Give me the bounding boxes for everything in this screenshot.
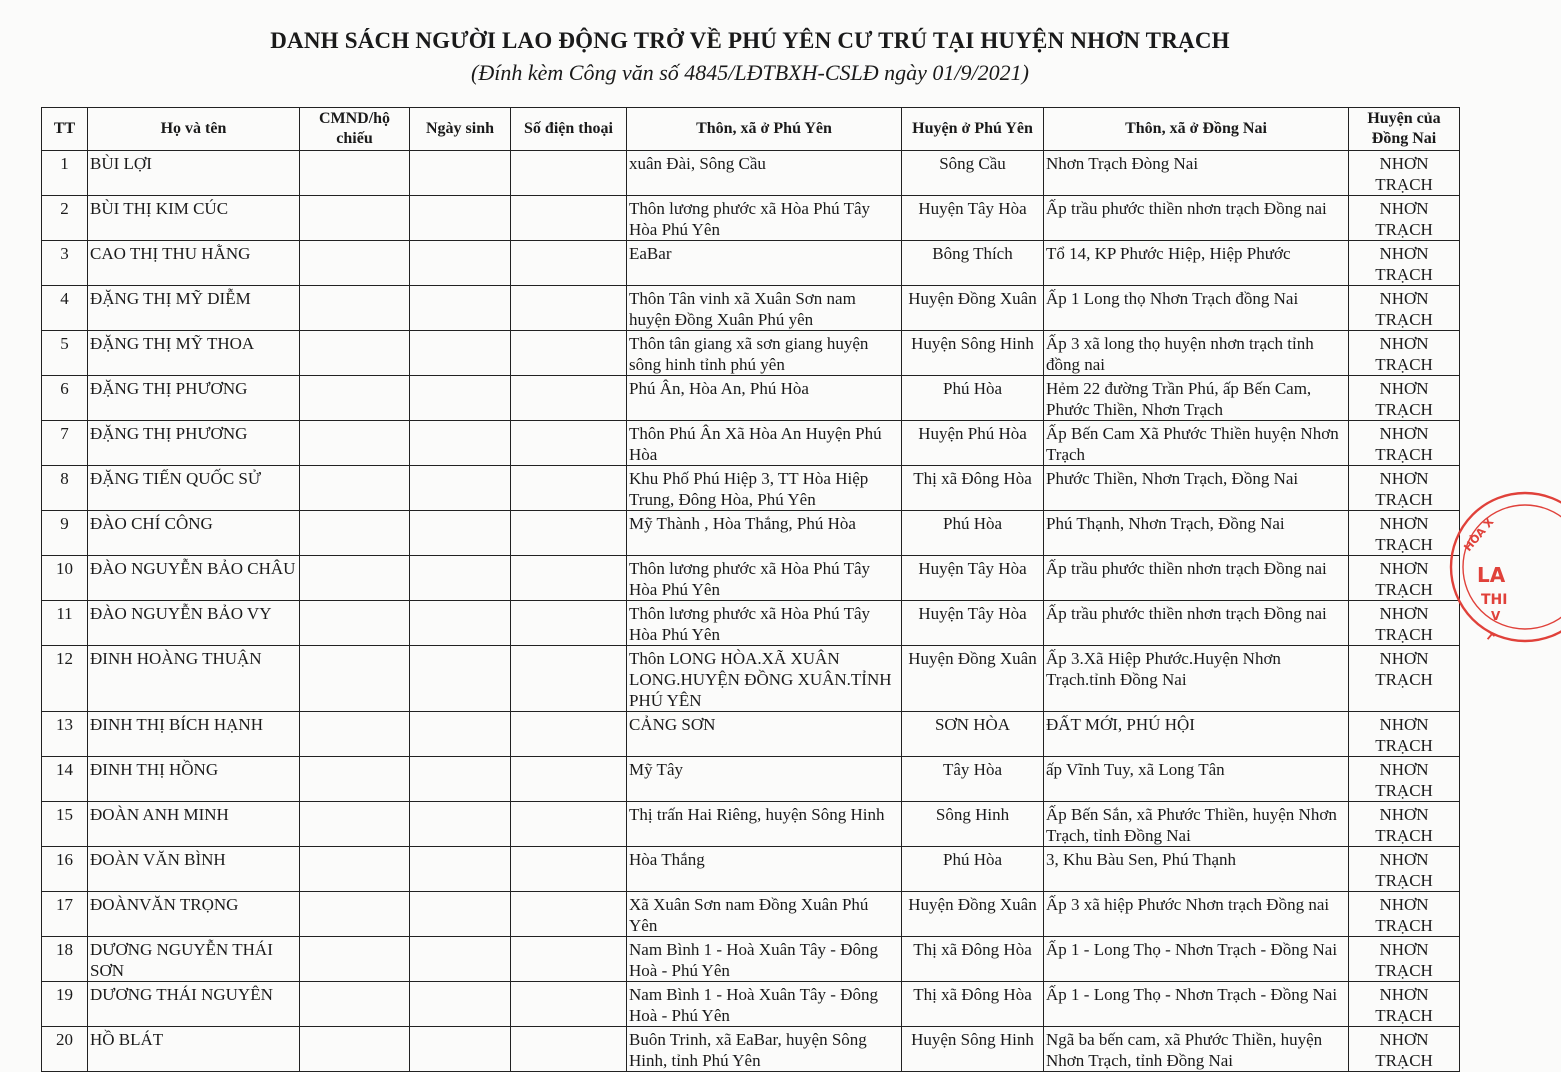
- row-dong-nai-district: NHƠN TRẠCH: [1349, 556, 1460, 601]
- row-id-card: [300, 331, 410, 376]
- document-subtitle: (Đính kèm Công văn số 4845/LĐTBXH-CSLĐ ngày 01/9/2021): [471, 60, 1029, 85]
- row-phu-yen-district: Huyện Đồng Xuân: [902, 286, 1044, 331]
- row-phone: [511, 892, 627, 937]
- row-dong-nai-address: Ấp 3 xã long thọ huyện nhơn trạch tỉnh đồng nai: [1044, 331, 1349, 376]
- row-dong-nai-address: Ấp 1 - Long Thọ - Nhơn Trạch - Đồng Nai: [1044, 982, 1349, 1027]
- table-row: [42, 421, 1460, 466]
- row-birthdate: [410, 421, 511, 466]
- row-phu-yen-district: Huyện Phú Hòa: [902, 421, 1044, 466]
- row-phone: [511, 286, 627, 331]
- row-dong-nai-address: Ngã ba bến cam, xã Phước Thiền, huyện Nhơn Trạch, tỉnh Đồng Nai: [1044, 1027, 1349, 1072]
- row-id-card: [300, 511, 410, 556]
- row-number: 2: [42, 196, 88, 241]
- row-full-name: ĐINH HOÀNG THUẬN: [88, 646, 300, 712]
- row-phu-yen-address: Khu Phố Phú Hiệp 3, TT Hòa Hiệp Trung, Đông Hòa, Phú Yên: [627, 466, 902, 511]
- row-phu-yen-address: Mỹ Tây: [627, 757, 902, 802]
- svg-text:THI: THI: [1481, 592, 1508, 608]
- row-phone: [511, 712, 627, 757]
- row-dong-nai-district: NHƠN TRẠCH: [1349, 376, 1460, 421]
- row-full-name: ĐINH THỊ HỒNG: [88, 757, 300, 802]
- row-full-name: DƯƠNG THÁI NGUYÊN: [88, 982, 300, 1027]
- row-phu-yen-address: Buôn Trinh, xã EaBar, huyện Sông Hinh, tỉnh Phú Yên: [627, 1027, 902, 1072]
- row-number: 19: [42, 982, 88, 1027]
- header-birthdate: Ngày sinh: [410, 108, 511, 151]
- row-phu-yen-district: Bông Thích: [902, 241, 1044, 286]
- row-number: 8: [42, 466, 88, 511]
- row-full-name: ĐÀO CHÍ CÔNG: [88, 511, 300, 556]
- row-phu-yen-address: Phú Ân, Hòa An, Phú Hòa: [627, 376, 902, 421]
- row-dong-nai-district: NHƠN TRẠCH: [1349, 196, 1460, 241]
- row-number: 3: [42, 241, 88, 286]
- header-name: Họ và tên: [88, 108, 300, 151]
- table-header: [42, 108, 1460, 151]
- svg-text:LA: LA: [1477, 563, 1506, 587]
- row-phu-yen-district: Thị xã Đông Hòa: [902, 937, 1044, 982]
- svg-text:V: V: [1491, 609, 1501, 623]
- row-phu-yen-district: Huyện Tây Hòa: [902, 196, 1044, 241]
- worker-list-table: [41, 107, 1460, 1072]
- row-number: 14: [42, 757, 88, 802]
- row-phu-yen-address: Thôn lương phước xã Hòa Phú Tây Hòa Phú Yên: [627, 601, 902, 646]
- row-phu-yen-district: Huyện Tây Hòa: [902, 556, 1044, 601]
- row-dong-nai-district: NHƠN TRẠCH: [1349, 1027, 1460, 1072]
- row-birthdate: [410, 802, 511, 847]
- row-full-name: ĐOÀNVĂN TRỌNG: [88, 892, 300, 937]
- row-id-card: [300, 556, 410, 601]
- row-phone: [511, 466, 627, 511]
- row-id-card: [300, 892, 410, 937]
- row-phone: [511, 331, 627, 376]
- row-full-name: BÙI THỊ KIM CÚC: [88, 196, 300, 241]
- row-phone: [511, 937, 627, 982]
- row-dong-nai-address: Ấp 1 - Long Thọ - Nhơn Trạch - Đồng Nai: [1044, 937, 1349, 982]
- row-phone: [511, 556, 627, 601]
- row-dong-nai-district: NHƠN TRẠCH: [1349, 601, 1460, 646]
- table-row: [42, 847, 1460, 892]
- row-full-name: HỒ BLÁT: [88, 1027, 300, 1072]
- row-id-card: [300, 601, 410, 646]
- row-dong-nai-district: NHƠN TRẠCH: [1349, 892, 1460, 937]
- row-full-name: ĐẶNG THỊ MỸ THOA: [88, 331, 300, 376]
- row-phone: [511, 196, 627, 241]
- row-full-name: ĐINH THỊ BÍCH HẠNH: [88, 712, 300, 757]
- row-number: 5: [42, 331, 88, 376]
- row-dong-nai-district: NHƠN TRẠCH: [1349, 646, 1460, 712]
- row-birthdate: [410, 892, 511, 937]
- row-full-name: CAO THỊ THU HẰNG: [88, 241, 300, 286]
- row-birthdate: [410, 937, 511, 982]
- row-phu-yen-address: Hòa Thắng: [627, 847, 902, 892]
- row-dong-nai-address: Ấp 3 xã hiệp Phước Nhơn trạch Đồng nai: [1044, 892, 1349, 937]
- row-phu-yen-district: Sông Hinh: [902, 802, 1044, 847]
- table-row: [42, 466, 1460, 511]
- row-dong-nai-district: NHƠN TRẠCH: [1349, 286, 1460, 331]
- row-phu-yen-address: Nam Bình 1 - Hoà Xuân Tây - Đông Hoà - Phú Yên: [627, 937, 902, 982]
- row-id-card: [300, 937, 410, 982]
- row-phu-yen-address: Thôn Phú Ân Xã Hòa An Huyện Phú Hòa: [627, 421, 902, 466]
- row-dong-nai-district: NHƠN TRẠCH: [1349, 757, 1460, 802]
- table-row: [42, 1027, 1460, 1072]
- row-dong-nai-address: Ấp 1 Long thọ Nhơn Trạch đồng Nai: [1044, 286, 1349, 331]
- row-phu-yen-district: Phú Hòa: [902, 376, 1044, 421]
- row-phu-yen-address: Nam Bình 1 - Hoà Xuân Tây - Đông Hoà - Phú Yên: [627, 982, 902, 1027]
- row-phone: [511, 646, 627, 712]
- row-phone: [511, 421, 627, 466]
- row-dong-nai-address: ĐẤT MỚI, PHÚ HỘI: [1044, 712, 1349, 757]
- row-number: 20: [42, 1027, 88, 1072]
- row-phu-yen-district: Thị xã Đông Hòa: [902, 982, 1044, 1027]
- row-birthdate: [410, 376, 511, 421]
- row-id-card: [300, 646, 410, 712]
- row-dong-nai-district: NHƠN TRẠCH: [1349, 511, 1460, 556]
- row-birthdate: [410, 196, 511, 241]
- table-body: [42, 151, 1460, 1072]
- row-number: 6: [42, 376, 88, 421]
- row-id-card: [300, 1027, 410, 1072]
- row-dong-nai-district: NHƠN TRẠCH: [1349, 466, 1460, 511]
- row-phone: [511, 376, 627, 421]
- header-phu-yen-district: Huyện ở Phú Yên: [902, 108, 1044, 151]
- row-phone: [511, 757, 627, 802]
- table-row: [42, 802, 1460, 847]
- row-phu-yen-address: CẢNG SƠN: [627, 712, 902, 757]
- row-phu-yen-district: Phú Hòa: [902, 511, 1044, 556]
- row-phu-yen-district: Phú Hòa: [902, 847, 1044, 892]
- row-phu-yen-district: Tây Hòa: [902, 757, 1044, 802]
- row-id-card: [300, 466, 410, 511]
- row-id-card: [300, 757, 410, 802]
- row-phu-yen-district: Huyện Sông Hinh: [902, 331, 1044, 376]
- row-number: 9: [42, 511, 88, 556]
- row-dong-nai-district: NHƠN TRẠCH: [1349, 331, 1460, 376]
- row-number: 1: [42, 151, 88, 196]
- table-row: [42, 511, 1460, 556]
- row-id-card: [300, 421, 410, 466]
- table-row: [42, 982, 1460, 1027]
- row-dong-nai-address: Ấp trầu phước thiền nhơn trạch Đồng nai: [1044, 601, 1349, 646]
- row-number: 12: [42, 646, 88, 712]
- row-phu-yen-district: Thị xã Đông Hòa: [902, 466, 1044, 511]
- row-full-name: ĐẶNG THỊ MỸ DIỄM: [88, 286, 300, 331]
- header-dong-nai-address: Thôn, xã ở Đồng Nai: [1044, 108, 1349, 151]
- document-title: DANH SÁCH NGƯỜI LAO ĐỘNG TRỞ VỀ PHÚ YÊN CƯ TRÚ TẠI HUYỆN NHƠN TRẠCH: [270, 28, 1230, 53]
- table-row: [42, 196, 1460, 241]
- svg-text:HÒA X: HÒA X: [1461, 515, 1497, 554]
- header-dong-nai-district: Huyện của Đồng Nai: [1349, 108, 1460, 151]
- row-id-card: [300, 241, 410, 286]
- row-id-card: [300, 286, 410, 331]
- row-number: 17: [42, 892, 88, 937]
- row-id-card: [300, 802, 410, 847]
- row-dong-nai-district: NHƠN TRẠCH: [1349, 937, 1460, 982]
- row-birthdate: [410, 556, 511, 601]
- row-dong-nai-address: Phú Thạnh, Nhơn Trạch, Đồng Nai: [1044, 511, 1349, 556]
- row-phu-yen-address: xuân Đài, Sông Cầu: [627, 151, 902, 196]
- row-dong-nai-address: Ấp trầu phước thiền nhơn trạch Đồng nai: [1044, 196, 1349, 241]
- table-row: [42, 151, 1460, 196]
- row-number: 16: [42, 847, 88, 892]
- header-phone: Số điện thoại: [511, 108, 627, 151]
- table-row: [42, 601, 1460, 646]
- row-dong-nai-district: NHƠN TRẠCH: [1349, 151, 1460, 196]
- row-birthdate: [410, 151, 511, 196]
- row-id-card: [300, 982, 410, 1027]
- row-phone: [511, 802, 627, 847]
- row-phu-yen-district: Huyện Đồng Xuân: [902, 892, 1044, 937]
- table-row: [42, 241, 1460, 286]
- row-dong-nai-district: NHƠN TRẠCH: [1349, 982, 1460, 1027]
- row-dong-nai-district: NHƠN TRẠCH: [1349, 712, 1460, 757]
- row-birthdate: [410, 982, 511, 1027]
- row-phu-yen-district: Huyện Sông Hinh: [902, 1027, 1044, 1072]
- row-birthdate: [410, 712, 511, 757]
- row-dong-nai-address: Nhơn Trạch Đòng Nai: [1044, 151, 1349, 196]
- row-dong-nai-address: Ấp Bến Cam Xã Phước Thiền huyện Nhơn Trạch: [1044, 421, 1349, 466]
- row-number: 11: [42, 601, 88, 646]
- table-row: [42, 937, 1460, 982]
- table-row: [42, 757, 1460, 802]
- row-dong-nai-address: 3, Khu Bàu Sen, Phú Thạnh: [1044, 847, 1349, 892]
- row-phu-yen-address: Thôn LONG HÒA.XÃ XUÂN LONG.HUYỆN ĐỒNG XUÂN.TỈNH PHÚ YÊN: [627, 646, 902, 712]
- row-id-card: [300, 151, 410, 196]
- row-phu-yen-district: Sông Cầu: [902, 151, 1044, 196]
- row-birthdate: [410, 601, 511, 646]
- table-row: [42, 892, 1460, 937]
- row-birthdate: [410, 847, 511, 892]
- row-full-name: ĐÀO NGUYỄN BẢO VY: [88, 601, 300, 646]
- row-phu-yen-district: SƠN HÒA: [902, 712, 1044, 757]
- row-phu-yen-address: Thị trấn Hai Riêng, huyện Sông Hinh: [627, 802, 902, 847]
- row-phu-yen-district: Huyện Tây Hòa: [902, 601, 1044, 646]
- row-number: 13: [42, 712, 88, 757]
- row-birthdate: [410, 286, 511, 331]
- row-number: 7: [42, 421, 88, 466]
- row-phone: [511, 151, 627, 196]
- row-birthdate: [410, 241, 511, 286]
- row-dong-nai-address: Phước Thiền, Nhơn Trạch, Đồng Nai: [1044, 466, 1349, 511]
- official-seal-stamp: [1441, 482, 1561, 652]
- row-phu-yen-address: Mỹ Thành , Hòa Thắng, Phú Hòa: [627, 511, 902, 556]
- row-birthdate: [410, 511, 511, 556]
- table-row: [42, 376, 1460, 421]
- row-dong-nai-district: NHƠN TRẠCH: [1349, 847, 1460, 892]
- row-dong-nai-address: Tổ 14, KP Phước Hiệp, Hiệp Phước: [1044, 241, 1349, 286]
- row-phone: [511, 511, 627, 556]
- row-id-card: [300, 847, 410, 892]
- row-dong-nai-address: Hẻm 22 đường Trần Phú, ấp Bến Cam, Phước Thiền, Nhơn Trạch: [1044, 376, 1349, 421]
- row-id-card: [300, 196, 410, 241]
- row-number: 4: [42, 286, 88, 331]
- row-phone: [511, 601, 627, 646]
- row-full-name: ĐẶNG THỊ PHƯƠNG: [88, 376, 300, 421]
- row-number: 15: [42, 802, 88, 847]
- row-birthdate: [410, 331, 511, 376]
- header-id-card: CMND/hộ chiếu: [300, 108, 410, 151]
- row-birthdate: [410, 646, 511, 712]
- row-phu-yen-address: Thôn Tân vinh xã Xuân Sơn nam huyện Đồng Xuân Phú yên: [627, 286, 902, 331]
- row-birthdate: [410, 757, 511, 802]
- row-phu-yen-address: Thôn lương phước xã Hòa Phú Tây Hòa Phú Yên: [627, 556, 902, 601]
- header-phu-yen-address: Thôn, xã ở Phú Yên: [627, 108, 902, 151]
- row-dong-nai-address: ấp Vĩnh Tuy, xã Long Tân: [1044, 757, 1349, 802]
- table-row: [42, 712, 1460, 757]
- row-full-name: ĐOÀN ANH MINH: [88, 802, 300, 847]
- row-phu-yen-address: EaBar: [627, 241, 902, 286]
- row-phu-yen-district: Huyện Đồng Xuân: [902, 646, 1044, 712]
- row-id-card: [300, 376, 410, 421]
- table-row: [42, 331, 1460, 376]
- row-phu-yen-address: Thôn lương phước xã Hòa Phú Tây Hòa Phú Yên: [627, 196, 902, 241]
- row-full-name: ĐẶNG THỊ PHƯƠNG: [88, 421, 300, 466]
- row-dong-nai-address: Ấp 3.Xã Hiệp Phước.Huyện Nhơn Trạch.tỉnh Đồng Nai: [1044, 646, 1349, 712]
- row-phu-yen-address: Xã Xuân Sơn nam Đồng Xuân Phú Yên: [627, 892, 902, 937]
- row-phu-yen-address: Thôn tân giang xã sơn giang huyện sông hinh tỉnh phú yên: [627, 331, 902, 376]
- table-row: [42, 646, 1460, 712]
- header-tt: TT: [42, 108, 88, 151]
- row-dong-nai-district: NHƠN TRẠCH: [1349, 421, 1460, 466]
- table-row: [42, 556, 1460, 601]
- row-full-name: ĐOÀN VĂN BÌNH: [88, 847, 300, 892]
- svg-text:T: T: [1483, 630, 1496, 644]
- row-full-name: ĐÀO NGUYỄN BẢO CHÂU: [88, 556, 300, 601]
- row-phone: [511, 847, 627, 892]
- row-dong-nai-address: Ấp trầu phước thiền nhơn trạch Đồng nai: [1044, 556, 1349, 601]
- row-phone: [511, 1027, 627, 1072]
- row-id-card: [300, 712, 410, 757]
- row-phone: [511, 241, 627, 286]
- row-birthdate: [410, 1027, 511, 1072]
- row-full-name: ĐẶNG TIẾN QUỐC SỬ: [88, 466, 300, 511]
- row-number: 18: [42, 937, 88, 982]
- row-dong-nai-district: NHƠN TRẠCH: [1349, 241, 1460, 286]
- row-phone: [511, 982, 627, 1027]
- row-dong-nai-district: NHƠN TRẠCH: [1349, 802, 1460, 847]
- row-birthdate: [410, 466, 511, 511]
- row-full-name: BÙI LỢI: [88, 151, 300, 196]
- row-dong-nai-address: Ấp Bến Sắn, xã Phước Thiền, huyện Nhơn Trạch, tỉnh Đồng Nai: [1044, 802, 1349, 847]
- table-row: [42, 286, 1460, 331]
- row-full-name: DƯƠNG NGUYỄN THÁI SƠN: [88, 937, 300, 982]
- row-number: 10: [42, 556, 88, 601]
